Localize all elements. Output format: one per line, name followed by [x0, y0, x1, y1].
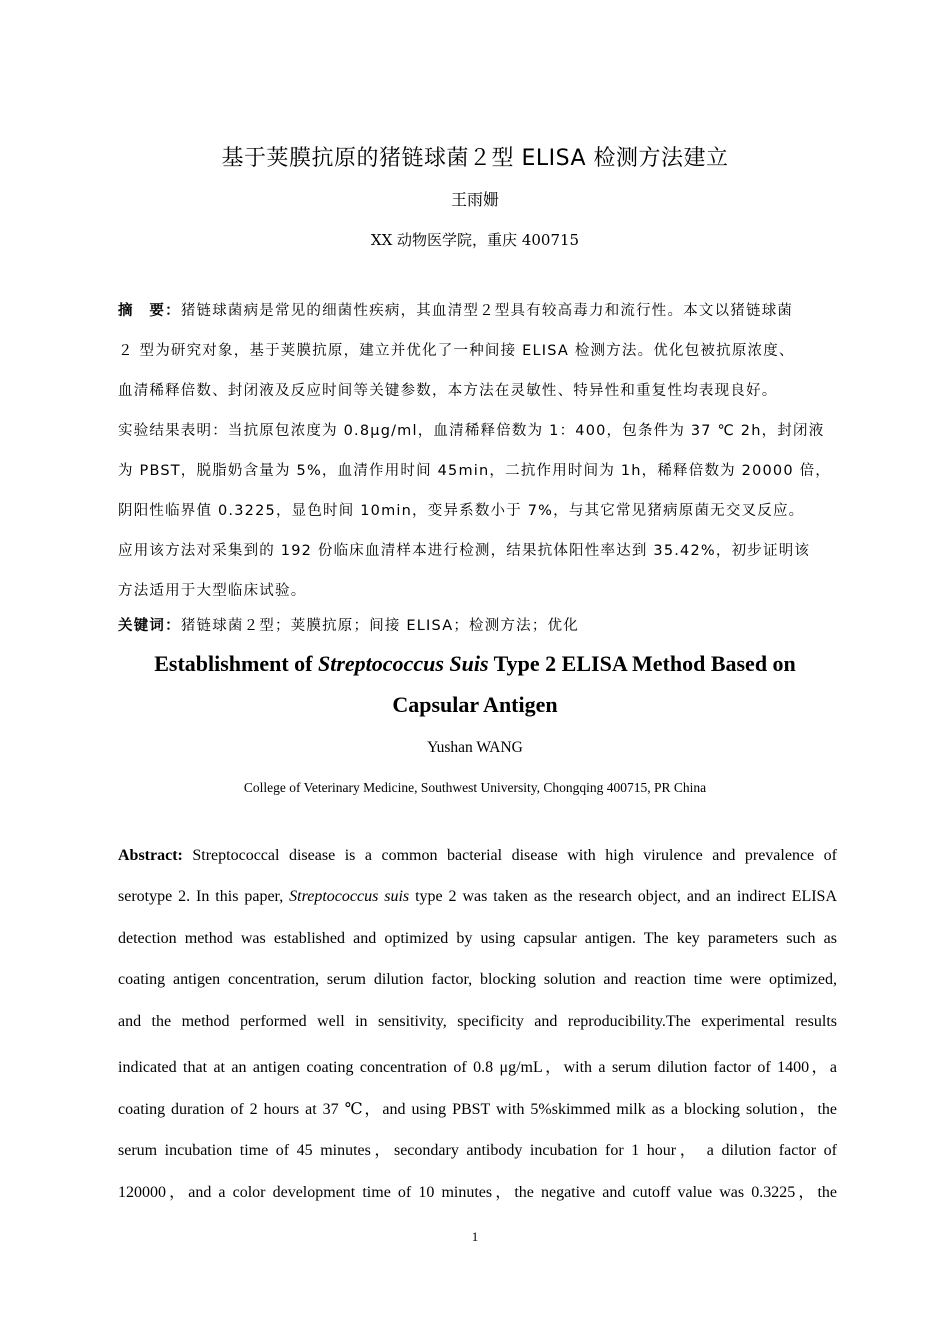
english-abstract-line: serum incubation time of 45 minutes，secondary antibody incubation for 1 hour， a dilution factor of — [118, 1142, 837, 1159]
english-title-line-2: Capsular Antigen — [392, 692, 558, 717]
chinese-abstract-line: 应用该方法对采集到的 192 份临床血清样本进行检测，结果抗体阳性率达到 35.42%，初步证明该 — [118, 543, 811, 559]
english-title-post: Type 2 ELISA Method Based on — [488, 651, 796, 676]
english-author: Yushan WANG — [427, 739, 523, 756]
english-abstract-text: serotype 2. In this paper, — [118, 888, 290, 905]
chinese-abstract-line: ２ 型为研究对象，基于荚膜抗原，建立并优化了一种间接 ELISA 检测方法。优化包被抗原浓度、 — [118, 343, 795, 359]
english-abstract-line: coating antigen concentration, serum dilution factor, blocking solution and reaction time were optimized, — [118, 971, 837, 988]
english-title-italic: Streptococcus Suis — [318, 651, 489, 676]
english-abstract-line: coating duration of 2 hours at 37 ℃，and using PBST with 5%skimmed milk as a blocking solution，the — [118, 1101, 837, 1118]
chinese-keywords — [118, 614, 838, 635]
english-abstract-line: 120000，and a color development time of 10 minutes，the negative and cutoff value was 0.3225，the — [118, 1184, 838, 1201]
chinese-keywords-label: 关键词： — [118, 618, 181, 634]
english-abstract-line: and the method performed well in sensitivity, specificity and reproducibility.The experimental results — [118, 1013, 837, 1030]
english-title-pre: Establishment of — [154, 651, 318, 676]
chinese-affiliation: XX 动物医学院，重庆 400715 — [370, 231, 580, 249]
chinese-abstract-line: 实验结果表明：当抗原包浓度为 0.8μg/ml，血清稀释倍数为 1：400，包条件为 37 ℃ 2h，封闭液 — [118, 423, 825, 439]
chinese-keywords-text: 猪链球菌２型；荚膜抗原；间接 ELISA；检测方法；优化 — [180, 618, 579, 634]
english-affiliation: College of Veterinary Medicine, Southwest University, Chongqing 400715, PR China — [243, 780, 707, 795]
english-title-line-1 — [0, 651, 950, 677]
english-abstract-line — [118, 888, 837, 906]
chinese-abstract-line: 阴阳性临界值 0.3225，显色时间 10min，变异系数小于 7%，与其它常见猪病原菌无交叉反应。 — [118, 503, 805, 519]
chinese-abstract-line: 血清稀释倍数、封闭液及反应时间等关键参数，本方法在灵敏性、特异性和重复性均表现良好。 — [118, 383, 778, 399]
page-number: 1 — [471, 1229, 479, 1244]
chinese-abstract-text: 猪链球菌病是常见的细菌性疾病，其血清型２型具有较高毒力和流行性。本文以猪链球菌 — [180, 303, 794, 319]
chinese-title: 基于荚膜抗原的猪链球菌２型 ELISA 检测方法建立 — [221, 146, 729, 171]
english-abstract-text: Streptococcal disease is a common bacterial disease with high virulence and prevalence of — [182, 847, 837, 864]
chinese-abstract-line: 为 PBST，脱脂奶含量为 5%，血清作用时间 45min，二抗作用时间为 1h，稀释倍数为 20000 倍， — [118, 463, 831, 479]
english-abstract-line — [118, 847, 837, 865]
chinese-abstract-line — [118, 299, 838, 320]
chinese-abstract-line: 方法适用于大型临床试验。 — [118, 583, 307, 599]
english-abstract-line: detection method was established and optimized by using capsular antigen. The key parameters such as — [118, 930, 837, 947]
chinese-author: 王雨姗 — [450, 190, 499, 209]
english-abstract-line: indicated that at an antigen coating concentration of 0.8 μg/mL，with a serum dilution factor of 1400，a — [118, 1059, 837, 1076]
chinese-abstract-label: 摘 要： — [118, 303, 181, 319]
english-abstract-label: Abstract: — [118, 847, 183, 864]
english-abstract-text: type 2 was taken as the research object, and an indirect ELISA — [409, 888, 837, 905]
english-abstract-italic: Streptococcus suis — [289, 888, 410, 905]
